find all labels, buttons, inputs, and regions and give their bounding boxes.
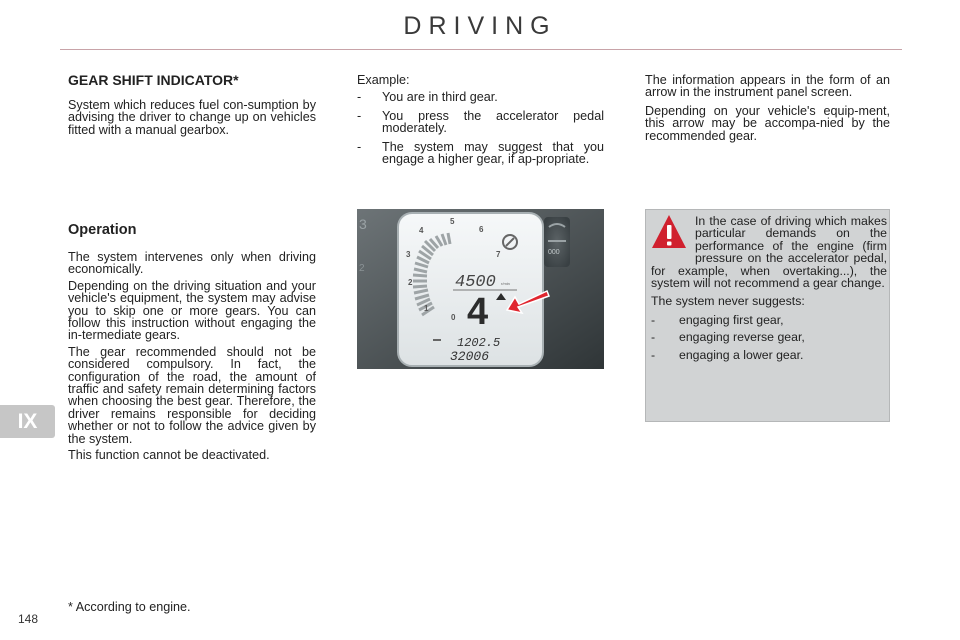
dash-bullet: - — [357, 139, 362, 154]
example-label: Example: — [357, 73, 410, 87]
warning-paragraph-2: The system never suggests: — [651, 294, 805, 309]
warning-paragraph-1: In the case of driving which makes particular demands on the performance of the engine (firm pressure on the accelerator pedal, for example, when overtaking...), the system will not recommend a gear change. — [651, 214, 887, 291]
rpm-unit: r/min — [501, 281, 510, 286]
instrument-panel-image — [357, 209, 604, 369]
dash-bullet: - — [357, 90, 362, 105]
info-paragraph-1: The information appears in the form of an arrow in the instrument panel screen. — [645, 73, 890, 100]
side-gauge-pictogram: 000 — [548, 249, 560, 256]
operation-paragraph-3: The gear recommended should not be considered compulsory. In fact, the configuration of the road, the amount of traffic and safety remain determining factors when choosing the best gear. Therefore, the driver remains responsible for deciding whether or not to follow the advice given by the system. — [68, 344, 316, 446]
trip-readout: 1202.5 — [457, 336, 501, 350]
list-item — [651, 314, 887, 326]
gear-indicator: 4 — [467, 291, 489, 333]
section-operation — [68, 222, 316, 466]
scale-label: 3 — [406, 250, 411, 259]
warning-list — [651, 314, 887, 361]
operation-title: Operation — [68, 222, 137, 238]
scale-label: 0 — [451, 313, 456, 322]
edge-number: 3 — [359, 216, 367, 232]
list-item-text: engaging first gear, — [679, 312, 784, 327]
arrow-info-block — [645, 74, 890, 146]
list-item — [357, 91, 604, 103]
operation-paragraph-4: This function cannot be deactivated. — [68, 448, 270, 463]
section-gear-shift-indicator — [68, 72, 316, 140]
warning-box — [645, 209, 890, 422]
footnote: * According to engine. — [68, 600, 191, 614]
operation-paragraph-1: The system intervenes only when driving economically. — [68, 250, 316, 277]
list-item — [357, 141, 604, 166]
page-header-title: DRIVING — [403, 12, 557, 40]
instrument-panel-illustration — [357, 209, 604, 369]
list-item — [651, 331, 887, 343]
info-paragraph-2: Depending on your vehicle's equip-ment, this arrow may be accompa-nied by the recommended gear. — [645, 103, 890, 143]
list-item — [357, 110, 604, 135]
odometer-readout: 32006 — [450, 349, 490, 364]
list-item-text: engaging reverse gear, — [679, 330, 805, 345]
warning-text — [651, 215, 887, 366]
scale-label: 7 — [496, 250, 501, 259]
dash-bullet: - — [357, 108, 362, 123]
dash-bullet: - — [651, 330, 656, 345]
header-divider — [60, 49, 902, 50]
scale-label: 4 — [419, 226, 424, 235]
intro-paragraph: System which reduces fuel con-sumption by advising the driver to change up on vehicles fitted with a manual gearbox. — [68, 98, 316, 137]
chapter-tab: IX — [0, 405, 55, 438]
dash-bullet: - — [651, 312, 656, 327]
scale-label: 1 — [424, 304, 429, 313]
example-list — [357, 91, 604, 165]
edge-mark: 2 — [359, 263, 365, 274]
section-title: GEAR SHIFT INDICATOR* — [68, 72, 239, 88]
scale-label: 2 — [408, 278, 413, 287]
list-item — [651, 349, 887, 361]
list-item-text: You are in third gear. — [382, 90, 498, 105]
scale-label: 6 — [479, 225, 484, 234]
example-block — [357, 74, 604, 171]
list-item-text: engaging a lower gear. — [679, 347, 804, 362]
page-number: 148 — [18, 612, 39, 626]
operation-paragraph-2: Depending on the driving situation and your vehicle's equipment, the system may advise you to skip one or more gears. You can follow this instruction without engaging the in-termediate gears. — [68, 278, 316, 343]
scale-label: 5 — [450, 217, 455, 226]
rpm-readout: 4500 — [455, 273, 496, 292]
list-item-text: The system may suggest that you engage a higher gear, if ap-propriate. — [382, 139, 604, 167]
dash-bullet: - — [651, 347, 656, 362]
list-item-text: You press the accelerator pedal moderately. — [382, 108, 604, 136]
